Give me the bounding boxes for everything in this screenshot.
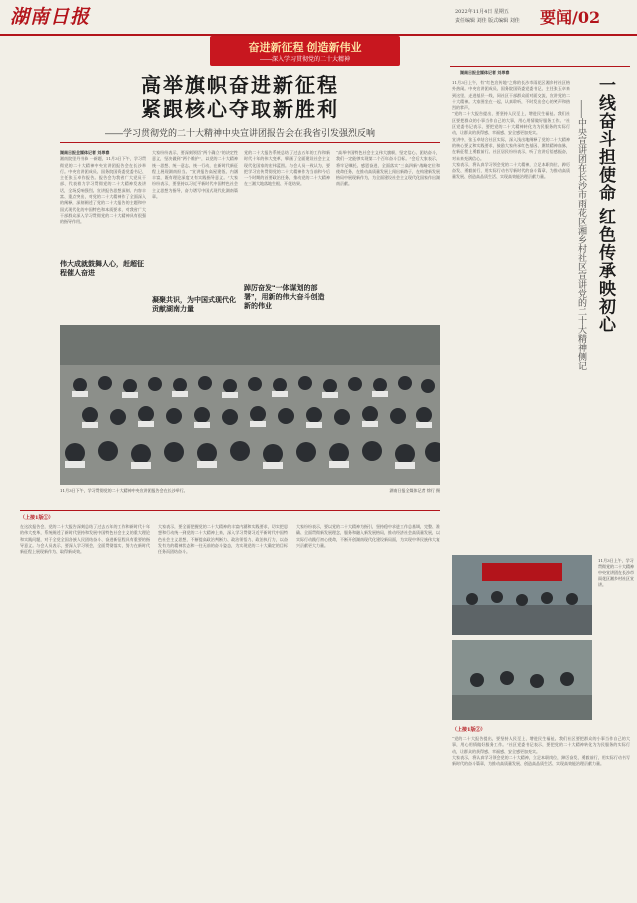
lower-right-column [452, 736, 630, 896]
article-body-1: 湘南院里丹书恭 一新题，11月3日下午，学习贯彻党的二十大精神中央宣讲团报告会在长沙举行。中央宣讲团成员、国务院国资委党委书记、主任张玉卓作报告。报告会为我省广大党员干部、代表着力学习贯彻党的二十大精神发表讲话，全场反响强烈。宣讲报告思想深刻、内容丰富、重点突出，对党的二十大精神作了全面深入的阐释，深刻阐述了党的二十大报告的主题和中国式现代化的中国特色和本质要求，对我省广大干部群众深入学习贯彻党的二十大精神具有很强的指导作用。 [60, 156, 146, 225]
lower-divider [20, 510, 440, 511]
side-photo-caption: 11月3日上午，学习贯彻党的二十大精神中央宣讲团在长沙市雨花区湘乡村社区宣讲。 [598, 558, 634, 587]
article-body-4: “高举中国特色社会主义伟大旗帜，坚定信心、团结奋斗，我们一定能够实现第二个百年奋斗目标。”会后大家表示，将牢记嘱托、感恩奋进，全面落实“三高四新”战略定位和使命任务，在推动高质量发展上闯出新路子，在构建新发展格局中展现新作为，为全面建设社会主义现代化国家作出湖南贡献。 [336, 150, 440, 187]
community-photo-illustration [452, 640, 592, 720]
lower-right-body: “党的二十大报告提出，要坚持人民至上，增进民生福祉。我们社区要把群众的小事当作自己的大事，用心用情做好服务工作。”社区党委书记表示，要把党的二十大精神转化为为民服务的实际行动，让群众的获得感、幸福感、安全感更加充实。 [452, 736, 630, 754]
headline-line-2: 紧跟核心夺取新胜利 [141, 99, 339, 121]
right-body-4: 大家表示，将认真学习领会党的二十大精神，立足本职岗位，踔厉奋发、勇毅前行，用实际行动书写新时代的奋斗篇章，为推动高质量发展、创造高品质生活、实现高效能治理贡献力量。 [452, 161, 570, 180]
section-subtitle-1: 伟大成就鼓舞人心，赶超征程催人奋进 [60, 261, 144, 277]
masthead [0, 0, 637, 36]
banner-main-text: 奋进新征程 创造新伟业 [248, 42, 362, 54]
right-article-column [452, 80, 570, 550]
main-headline [40, 74, 440, 122]
photo-caption: 11月3日下午，学习贯彻党的二十大精神中央宣讲团报告会在长沙举行。 [60, 488, 188, 493]
banner-sub-text: ——深入学习贯彻党的二十大精神 [259, 57, 350, 63]
right-article-title: 一线奋斗担使命 红色传承映初心 [596, 76, 615, 334]
article-column-1 [60, 150, 146, 320]
section-subtitle-2: 凝聚共识，为中国式现代化贡献湖南力量 [152, 297, 236, 313]
divider [60, 142, 440, 143]
editors-line: 责任编辑 刘佳 版式编辑 刘佳 [455, 18, 520, 24]
lower-body-left: 在这次报告会，党的二十大报告深刻总结了过去五年的工作和新时代十年的伟大变革，系统阐述了新时代坚持和发展中国特色社会主义的重大理论和实践问题，对于全党全国各族人民团结奋斗、奋进新征程具有重要的指导意义。与会人员表示，要深入学习领会，全面贯彻落实，努力在新时代新征程上展现新作为、取得新成效。 [20, 524, 150, 555]
lower-column-2 [158, 524, 288, 894]
lower-column-3 [296, 524, 440, 894]
lower-body-right: 大家纷纷表示，要以党的二十大精神为指引，坚持稳中求进工作总基调，完整、准确、全面贯彻新发展理念，服务和融入新发展格局，推动经济社会高质量发展，以实际行动践行初心使命，不断开创湖南现代化建设新局面，为实现中华民族伟大复兴贡献更大力量。 [296, 524, 440, 548]
meeting-photo-illustration [452, 555, 592, 635]
continuation-label-left: （上接1版①） [20, 515, 54, 521]
audience-photo-illustration [60, 325, 440, 485]
main-subheadline: ——学习贯彻党的二十大精神中央宣讲团报告会在我省引发强烈反响 [104, 128, 375, 138]
section-subtitle-3: 踔厉奋发“一体谋划的部署”，用新的伟大奋斗创造新的伟业 [244, 285, 325, 310]
right-divider [450, 66, 630, 67]
right-body-3: 宣讲中，张玉卓结合社区实际，深入浅出地阐释了党的二十大精神的核心要义和实践要求，鼓励大家传承红色基因、赓续精神血脉，在新征程上勇毅前行。社区居民纷纷表示，听了宣讲后倍感振奋，对未来充满信心。 [452, 136, 570, 161]
photo-credit: 湖南日报全媒体记者 徐行 摄 [389, 488, 440, 493]
main-photo [60, 325, 440, 485]
section-label: 要闻/02 [540, 8, 601, 27]
side-photo-1 [452, 555, 592, 635]
headline-line-1: 高举旗帜奋进新征程 [141, 75, 339, 97]
newspaper-logo: 湖南日报 [10, 6, 91, 28]
side-photo-2 [452, 640, 592, 720]
article-body-2: 大家纷纷表示，要深刻领悟“两个确立”的决定性意义，坚决做到“两个维护”，以党的二十大精神统一思想、统一意志、统一行动，在新时代新征程上展现湖南担当。“宣讲报告高屋建瓴、内涵丰富，既有理论深度又有实践指导意义。”大家纷纷表示，要坚持以习近平新时代中国特色社会主义思想为指导，奋力谱写中国式现代化湖南篇章。 [152, 150, 238, 200]
right-article-byline: 湖南日报全媒体记者 刘昂春 [460, 70, 510, 75]
article-body-3: 党的二十大报告系统总结了过去五年的工作和新时代十年的伟大变革，擘画了全面建设社会主义现代化国家的宏伟蓝图。与会人员一致认为，要把学习宣传贯彻党的二十大精神作为当前和今后一个时期的首要政治任务，推动党的二十大精神在三湘大地落地生根、开花结果。 [244, 150, 330, 187]
article-column-4 [336, 150, 440, 320]
right-body-2: “党的二十大报告提出，要坚持人民至上，增进民生福祉。我们社区要把群众的小事当作自己的大事，用心用情做好服务工作。”社区党委书记表示，要把党的二十大精神转化为为民服务的实际行动，让群众的获得感、幸福感、安全感更加充实。 [452, 111, 570, 136]
lower-body-mid: 大家表示，要全面把握党的二十大精神的丰富内涵和实践要求，切实把思想和行动统一到党的二十大精神上来，深入学习贯彻习近平新时代中国特色社会主义思想，不断提高政治判断力、政治领悟力、政治执行力，以奋发有为的精神状态和一往无前的奋斗姿态，为实现党的二十大确定的目标任务而团结奋斗。 [158, 524, 288, 555]
lower-right-body-2: 大家表示，将认真学习领会党的二十大精神，立足本职岗位，踔厉奋发、勇毅前行，用实际行动书写新时代的奋斗篇章，为推动高质量发展、创造高品质生活、实现高效能治理贡献力量。 [452, 754, 630, 767]
issue-date: 2022年11月4日 星期五 [455, 9, 509, 15]
article-column-2 [152, 150, 238, 320]
theme-banner [210, 36, 400, 66]
article-byline: 湖南日报全媒体记者 刘昂春 [60, 150, 110, 155]
continuation-label-right: （上接1版②） [452, 727, 486, 733]
lower-column-1 [20, 524, 150, 894]
right-article-subtitle: ——中央宣讲团在长沙市雨花区湘乡村社区宣讲党的二十大精神侧记 [577, 100, 587, 370]
right-body-1: 11月3日上午，有“红色宣传地”之称的长沙市雨花区湘乡村社区格外热闹。中央宣讲团成员、国务院国资委党委书记、主任张玉卓来到这里，走进基层一线，同社区干部群众面对面交流，宣讲党的二十大精神。大家围坐在一起，认真聆听，不时发出会心的笑声和热烈的掌声。 [452, 80, 570, 111]
